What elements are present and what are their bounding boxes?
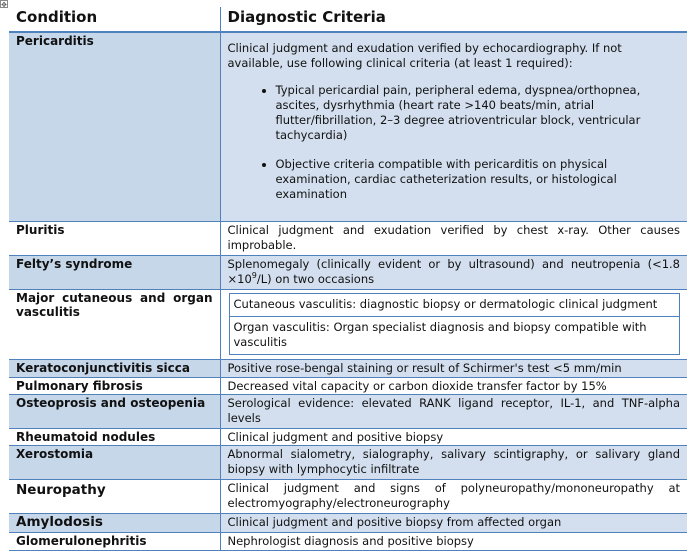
table-row <box>9 32 687 221</box>
condition-cell: Pericarditis <box>9 32 220 221</box>
criteria-bullet-list <box>228 83 681 202</box>
condition-cell: Major cutaneous and organ vasculitis <box>9 289 220 359</box>
nested-criteria-row: Organ vasculitis: Organ specialist diagnosis and biopsy compatible with vasculitis <box>230 316 680 354</box>
header-condition: Condition <box>9 7 220 32</box>
table-row <box>9 289 687 359</box>
condition-cell: Amylodosis <box>9 513 220 532</box>
header-diagnostic-criteria: Diagnostic Criteria <box>220 7 687 32</box>
table-row <box>9 445 687 479</box>
condition-cell: Keratoconjunctivitis sicca <box>9 359 220 377</box>
criteria-superscript: 9 <box>251 270 257 280</box>
table-row <box>9 359 687 377</box>
criteria-cell: Clinical judgment and signs of polyneuropathy/mononeuropathy at electromyography/electroneurography <box>220 479 687 513</box>
condition-cell: Rheumatoid nodules <box>9 428 220 445</box>
header-row <box>9 7 687 32</box>
table-row <box>9 394 687 428</box>
table-move-handle-icon[interactable]: ✥ <box>1 1 7 9</box>
table-row <box>9 255 687 289</box>
criteria-cell: Serological evidence: elevated RANK ligand receptor, IL-1, and TNF-alpha levels <box>220 394 687 428</box>
criteria-cell <box>220 255 687 289</box>
condition-cell: Neuropathy <box>9 479 220 513</box>
criteria-cell <box>220 289 687 359</box>
criteria-cell: Clinical judgment and positive biopsy from affected organ <box>220 513 687 532</box>
criteria-cell <box>220 32 687 221</box>
table-row <box>9 428 687 445</box>
condition-cell: Pulmonary fibrosis <box>9 377 220 394</box>
table-row <box>9 532 687 550</box>
criteria-cell: Nephrologist diagnosis and positive biopsy <box>220 532 687 550</box>
condition-cell: Xerostomia <box>9 445 220 479</box>
table-row <box>9 479 687 513</box>
criteria-text-end: /L) on two occasions <box>256 271 375 286</box>
criteria-cell: Decreased vital capacity or carbon dioxide transfer factor by 15% <box>220 377 687 394</box>
criteria-cell: Abnormal sialometry, sialography, salivary scintigraphy, or salivary gland biopsy with lymphocytic infiltrate <box>220 445 687 479</box>
criteria-cell: Clinical judgment and positive biopsy <box>220 428 687 445</box>
criteria-cell: Positive rose-bengal staining or result of Schirmer's test <5 mm/min <box>220 359 687 377</box>
table-row <box>9 513 687 532</box>
criteria-cell: Clinical judgment and exudation verified by chest x-ray. Other causes improbable. <box>220 221 687 255</box>
condition-cell: Glomerulonephritis <box>9 532 220 550</box>
condition-cell: Pluritis <box>9 221 220 255</box>
condition-cell: Osteoprosis and osteopenia <box>9 394 220 428</box>
list-item: • Typical pericardial pain, peripheral edema, dyspnea/orthopnea, ascites, dysrhythmia (heart rate >140 beats/min, atrial flutter/fibrillation, 2–3 degree atrioventricular block, ventricular tachycardia) <box>276 83 681 143</box>
condition-cell: Felty’s syndrome <box>9 255 220 289</box>
nested-criteria-table <box>229 293 681 355</box>
criteria-intro: Clinical judgment and exudation verified by echocardiography. If not available, use following clinical criteria (at least 1 required): <box>227 41 622 70</box>
list-item: • Objective criteria compatible with pericarditis on physical examination, cardiac catheterization results, or histological examination <box>276 157 681 202</box>
table-row <box>9 221 687 255</box>
table-row <box>9 377 687 394</box>
criteria-text: Splenomegaly (clinically evident or by ultrasound) and neutropenia (<1.8 ×10 <box>227 256 680 286</box>
diagnostic-criteria-table <box>9 7 687 551</box>
nested-criteria-row: Cutaneous vasculitis: diagnostic biopsy or dermatologic clinical judgment <box>233 296 658 311</box>
